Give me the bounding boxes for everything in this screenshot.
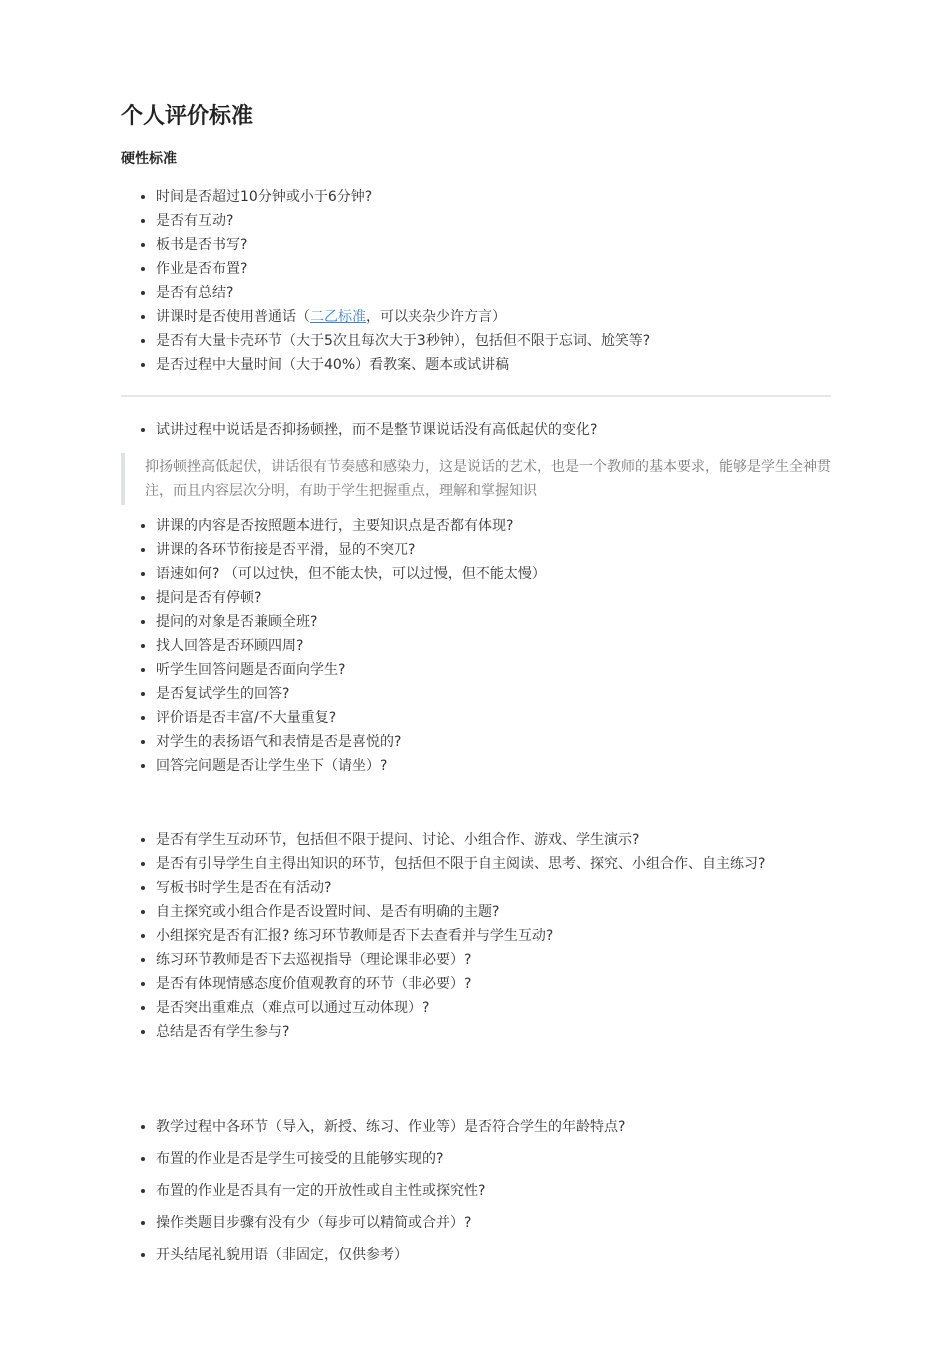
- list-item: [156, 305, 831, 329]
- list-item-text: ，可以夹杂少许方言）: [366, 309, 506, 325]
- list-item: • 是否有大量卡壳环节（大于5次且每次大于3秒钟），包括但不限于忘词、尬笑等?: [156, 329, 831, 353]
- page-title: 个人评价标准: [121, 104, 254, 129]
- list-item: • 写板书时学生是否在有活动?: [156, 876, 831, 900]
- list-item: • 评价语是否丰富/不大量重复?: [156, 706, 831, 730]
- list-item: • 操作类题目步骤有没有少（每步可以精简或合并）?: [156, 1211, 831, 1235]
- speech-list: [121, 418, 831, 442]
- putonghua-standard-link[interactable]: 二乙标准: [310, 309, 366, 325]
- list-item: • 总结是否有学生参与?: [156, 1020, 831, 1044]
- list-item: • 教学过程中各环节（导入，新授、练习、作业等）是否符合学生的年龄特点?: [156, 1115, 831, 1139]
- process-list: [121, 1115, 831, 1275]
- list-item: • 作业是否布置?: [156, 257, 831, 281]
- list-item: • 板书是否书写?: [156, 233, 831, 257]
- list-item: • 是否有互动?: [156, 209, 831, 233]
- list-item: • 听学生回答问题是否面向学生?: [156, 658, 831, 682]
- list-item: • 时间是否超过10分钟或小于6分钟?: [156, 185, 831, 209]
- lecture-list: [121, 514, 831, 778]
- list-item: • 是否有体现情感态度价值观教育的环节（非必要）?: [156, 972, 831, 996]
- list-item: • 讲课的内容是否按照题本进行，主要知识点是否都有体现?: [156, 514, 831, 538]
- interaction-list: [121, 828, 831, 1044]
- section-divider: [121, 395, 831, 397]
- list-item: • 是否有学生互动环节，包括但不限于提问、讨论、小组合作、游戏、学生演示?: [156, 828, 831, 852]
- hard-standards-list: [121, 185, 831, 377]
- list-item: • 对学生的表扬语气和表情是否是喜悦的?: [156, 730, 831, 754]
- list-item: • 布置的作业是否具有一定的开放性或自主性或探究性?: [156, 1179, 831, 1203]
- list-item: • 布置的作业是否是学生可接受的且能够实现的?: [156, 1147, 831, 1171]
- list-item: • 讲课的各环节衔接是否平滑，显的不突兀?: [156, 538, 831, 562]
- list-item: • 回答完问题是否让学生坐下（请坐）?: [156, 754, 831, 778]
- list-item: • 自主探究或小组合作是否设置时间、是否有明确的主题?: [156, 900, 831, 924]
- list-item: • 练习环节教师是否下去巡视指导（理论课非必要）?: [156, 948, 831, 972]
- list-item: • 是否有总结?: [156, 281, 831, 305]
- list-item: • 语速如何? （可以过快，但不能太快，可以过慢，但不能太慢）: [156, 562, 831, 586]
- list-item: • 提问是否有停顿?: [156, 586, 831, 610]
- list-item: • 是否有引导学生自主得出知识的环节，包括但不限于自主阅读、思考、探究、小组合作、自主练习?: [156, 852, 831, 876]
- list-item-text: 讲课时是否使用普通话（: [156, 309, 310, 325]
- list-item: • 小组探究是否有汇报? 练习环节教师是否下去查看并与学生互动?: [156, 924, 831, 948]
- list-item: • 试讲过程中说话是否抑扬顿挫，而不是整节课说话没有高低起伏的变化?: [156, 418, 831, 442]
- quote-block: 抑扬顿挫高低起伏，讲话很有节奏感和感染力，这是说话的艺术，也是一个教师的基本要求，能够是学生全神贯注，而且内容层次分明，有助于学生把握重点，理解和掌握知识: [121, 453, 835, 505]
- list-item: • 找人回答是否环顾四周?: [156, 634, 831, 658]
- list-item: • 提问的对象是否兼顾全班?: [156, 610, 831, 634]
- list-item: • 开头结尾礼貌用语（非固定，仅供参考）: [156, 1243, 831, 1267]
- section-heading-hard-standards: 硬性标准: [121, 151, 177, 167]
- list-item: • 是否过程中大量时间（大于40%）看教案、题本或试讲稿: [156, 353, 831, 377]
- list-item: • 是否复试学生的回答?: [156, 682, 831, 706]
- list-item: • 是否突出重难点（难点可以通过互动体现）?: [156, 996, 831, 1020]
